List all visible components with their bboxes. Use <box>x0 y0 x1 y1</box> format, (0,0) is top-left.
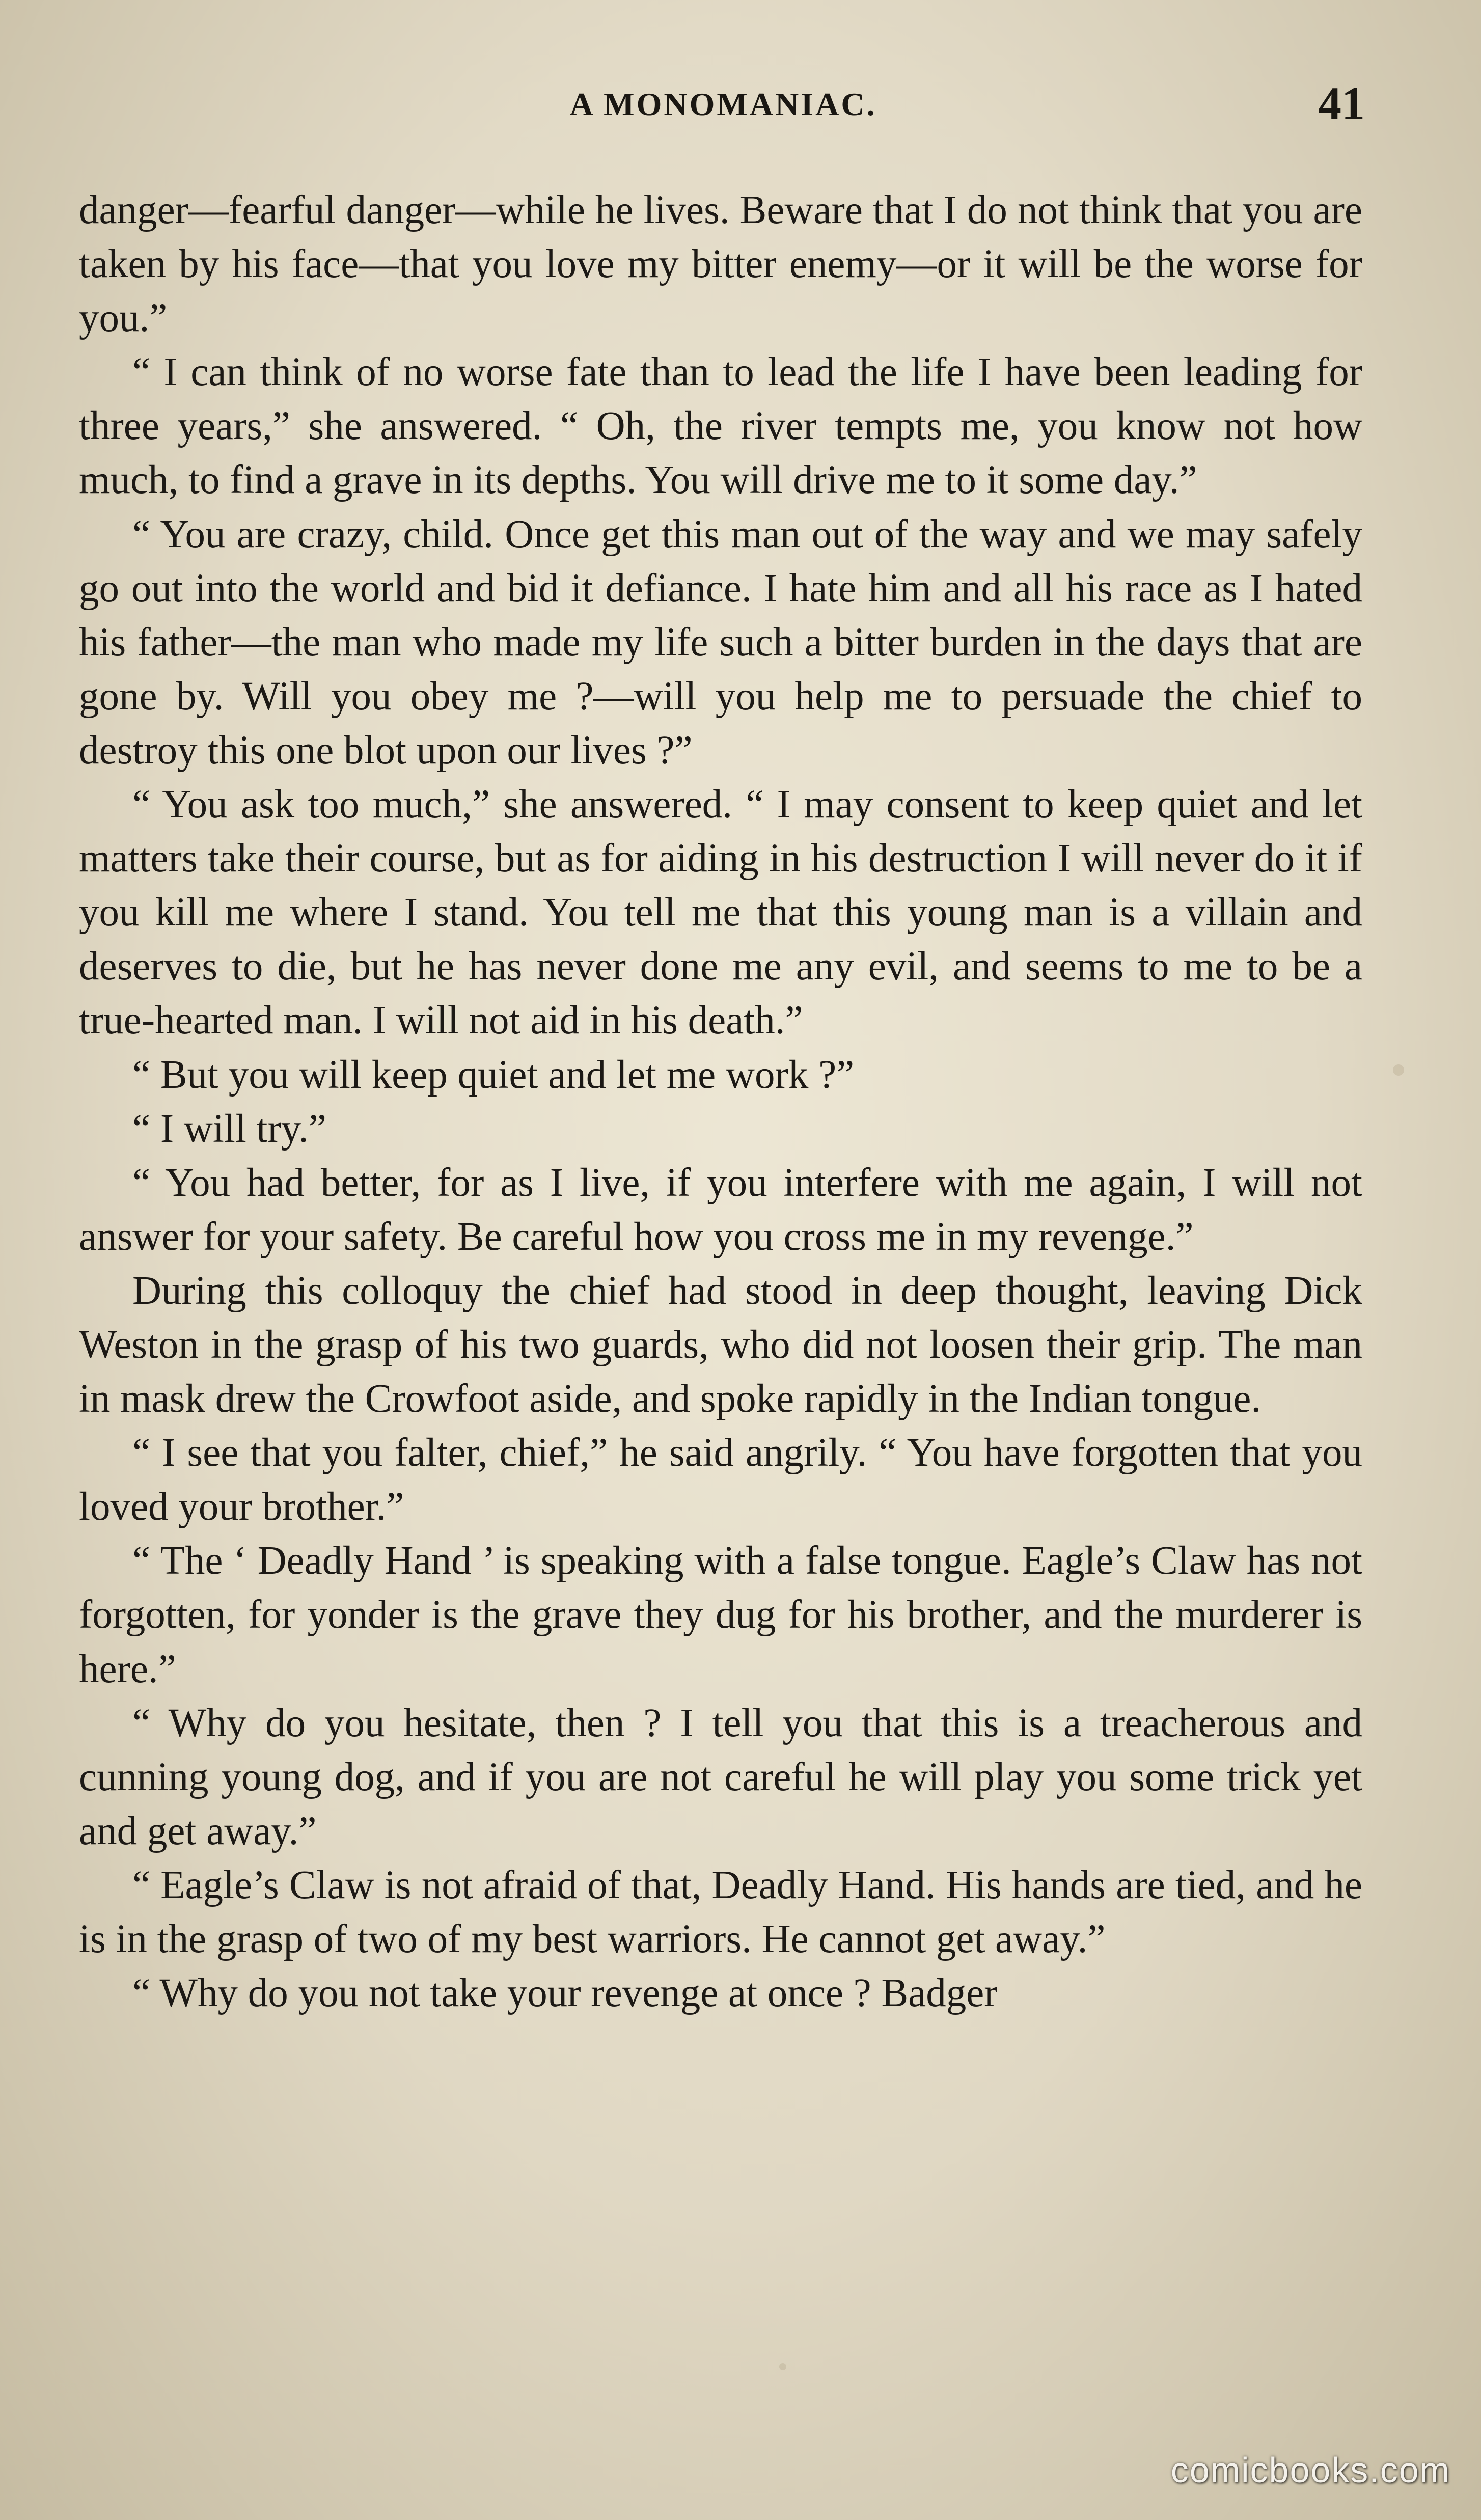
paragraph: “ Why do you not take your revenge at once ? Badger <box>132 1971 998 2016</box>
paragraph: During this colloquy the chief had stood in deep thought, leaving Dick Weston in the grasp of his two guards, who did not loosen their grip. The man in mask drew the Crowfoot aside, and spoke rapidly in the Indian tongue. <box>79 1268 1362 1421</box>
paragraph: “ But you will keep quiet and let me work ?” <box>132 1052 855 1097</box>
paragraph: “ You had better, for as I live, if you interfere with me again, I will not answer for your safety. Be careful how you cross me in my revenge.” <box>79 1160 1362 1259</box>
watermark: comicbooks.com <box>1170 2450 1450 2490</box>
paragraph: “ The ‘ Deadly Hand ’ is speaking with a false tongue. Eagle’s Claw has not forgotten, for yonder is the grave they dug for his brother, and the murderer is here.” <box>79 1539 1362 1691</box>
running-title: A MONOMANIAC. <box>569 86 877 122</box>
paragraph: “ Eagle’s Claw is not afraid of that, Deadly Hand. His hands are tied, and he is in the grasp of two of my best warriors. He cannot get away.” <box>79 1862 1362 1961</box>
ink-speck <box>779 2363 786 2370</box>
paragraph: danger—fearful danger—while he lives. Beware that I do not think that you are taken by his face—that you love my bitter enemy—or it will be the worse for you.” <box>79 188 1362 341</box>
paragraph: “ I can think of no worse fate than to lead the life I have been leading for three years,” she answered. “ Oh, the river tempts me, you know not how much, to find a grave in its depths. You will drive me to it some day.” <box>79 350 1362 503</box>
paragraph: “ You are crazy, child. Once get this man out of the way and we may safely go out into the world and bid it defiance. I hate him and all his race as I hated his father—the man who made my life such a bitter burden in the days that are gone by. Will you obey me ?—will you help me to persuade the chief to destroy this one blot upon our lives ?” <box>79 512 1362 773</box>
paragraph: “ You ask too much,” she answered. “ I may consent to keep quiet and let matters take their course, but as for aiding in his destruction I will never do it if you kill me where I stand. You tell me that this young man is a villain and deserves to die, but he has never done me any evil, and seems to me to be a true-hearted man. I will not aid in his death.” <box>79 782 1362 1043</box>
page-header <box>81 76 1365 132</box>
body-text <box>79 183 1362 2020</box>
paragraph: “ I will try.” <box>132 1106 326 1151</box>
paragraph: “ I see that you falter, chief,” he said angrily. “ You have forgotten that you loved your brother.” <box>79 1431 1362 1529</box>
paragraph: “ Why do you hesitate, then ? I tell you that this is a treacherous and cunning young dog, and if you are not careful he will play you some trick yet and get away.” <box>79 1701 1362 1853</box>
ink-speck <box>1393 1064 1404 1076</box>
page-number: 41 <box>1318 77 1365 129</box>
